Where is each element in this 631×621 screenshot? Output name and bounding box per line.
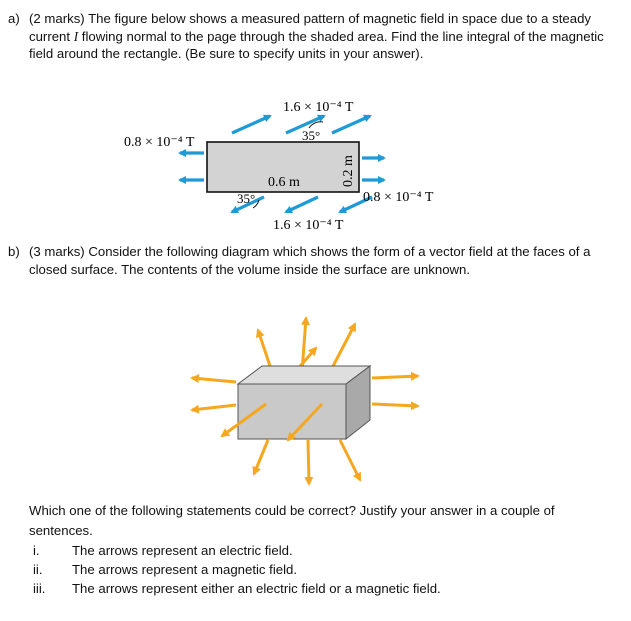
- option-i: [29, 541, 589, 560]
- option-number: i.: [33, 543, 40, 558]
- option-ii: [29, 560, 589, 579]
- field-arrow: [192, 378, 236, 382]
- question-b: [8, 243, 620, 278]
- field-arrow: [372, 404, 418, 406]
- field-arrow: [330, 324, 355, 372]
- label-left-field: 0.8 × 10⁻⁴ T: [124, 135, 195, 150]
- question-b-body: Consider the following diagram which shows the form of a vector field at the faces of a closed surface. The contents of the volume inside the surface are unknown.: [29, 244, 591, 277]
- label-top-field: 1.6 × 10⁻⁴ T: [283, 100, 354, 115]
- field-arrow: [332, 116, 370, 133]
- question-a-marks: (2 marks): [29, 11, 85, 26]
- vector-field-box-figure: [0, 290, 631, 490]
- option-text: The arrows represent an electric field.: [72, 543, 293, 558]
- field-arrow: [232, 116, 270, 133]
- field-arrow: [308, 440, 309, 484]
- field-arrow: [372, 376, 418, 378]
- width-label: 0.6 m: [268, 175, 300, 190]
- question-prompt: Which one of the following statements could be correct? Justify your answer in a couple of sentences.: [29, 503, 555, 538]
- field-arrows-left: [180, 153, 204, 180]
- field-arrow: [254, 440, 268, 474]
- field-arrow: [286, 197, 318, 212]
- field-arrows-top: [232, 116, 370, 133]
- option-number: ii.: [33, 562, 43, 577]
- question-a-text-after: flowing normal to the page through the shaded area. Find the line integral of the magnetic field around the rectangle. (Be sure to specify units in your answer).: [29, 28, 604, 61]
- option-text: The arrows represent a magnetic field.: [72, 562, 298, 577]
- field-arrow: [340, 440, 360, 480]
- option-iii: [29, 579, 589, 598]
- label-right-field: 0.8 × 10⁻⁴ T: [363, 190, 434, 205]
- question-b-text: [29, 243, 620, 278]
- question-b-marks: (3 marks): [29, 244, 85, 259]
- option-number: iii.: [33, 581, 46, 596]
- option-text: The arrows represent either an electric field or a magnetic field.: [72, 581, 441, 596]
- question-b-label: b): [8, 244, 20, 259]
- current-symbol: I: [73, 28, 79, 44]
- field-arrow: [192, 405, 236, 410]
- question-a-label: a): [8, 11, 20, 26]
- magnetic-field-figure: [0, 0, 631, 240]
- field-arrows-behind: [258, 318, 355, 372]
- answer-options: [29, 541, 589, 598]
- label-bottom-field: 1.6 × 10⁻⁴ T: [273, 218, 344, 233]
- height-label: 0.2 m: [341, 155, 356, 187]
- field-arrows-right: [362, 158, 384, 180]
- angle-bottom: 35°: [237, 191, 256, 206]
- angle-top: 35°: [302, 128, 321, 143]
- field-arrows-bottom-face: [254, 440, 360, 484]
- question-a-text-before: The figure below shows a measured pattern of magnetic field in space due to a steady current: [29, 11, 592, 44]
